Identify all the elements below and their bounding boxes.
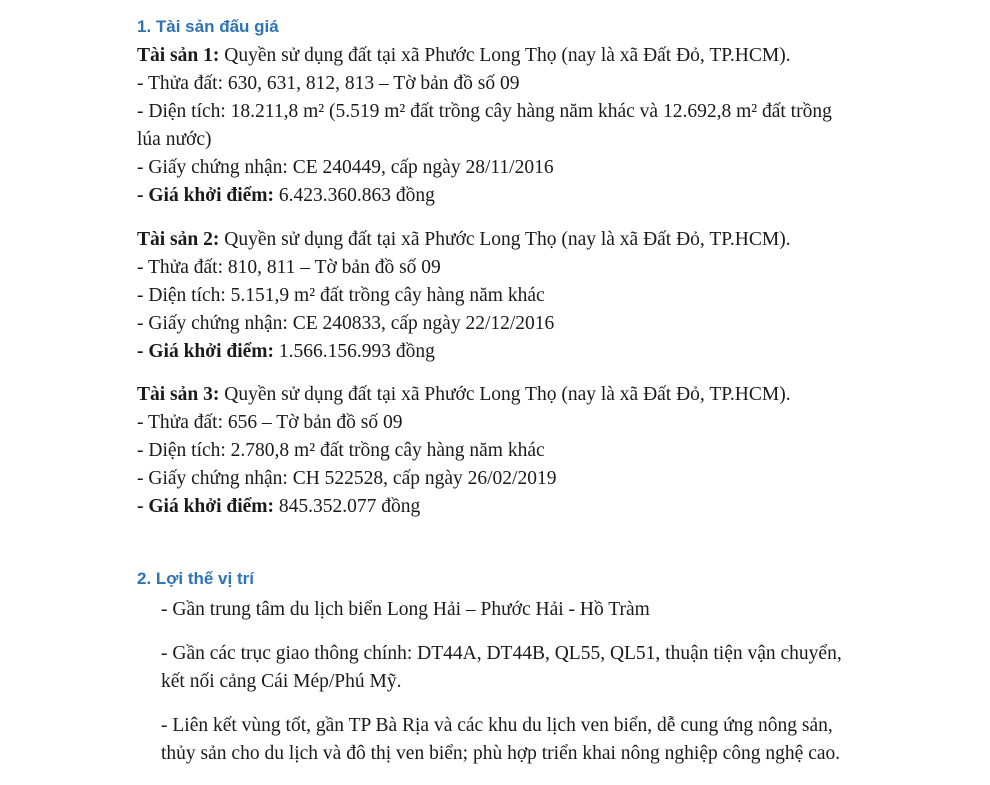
asset-2-starting-price — [137, 338, 435, 366]
asset-1-certificate: - Giấy chứng nhận: CE 240449, cấp ngày 28/11/2016 — [137, 157, 554, 178]
asset-1-label: Tài sản 1: — [137, 45, 220, 66]
asset-2-price-label: - Giá khởi điểm: — [137, 341, 275, 362]
asset-3-label: Tài sản 3: — [137, 384, 220, 405]
asset-3-starting-price — [137, 493, 420, 521]
asset-3-price-value: 845.352.077 đồng — [274, 496, 421, 517]
asset-1-area: - Diện tích: 18.211,8 m² (5.519 m² đất trồng cây hàng năm khác và 12.692,8 m² đất trồng — [137, 101, 832, 122]
section-heading-location-advantages: 2. Lợi thế vị trí — [137, 569, 254, 588]
advantage-item-1: - Gần trung tâm du lịch biển Long Hải – Phước Hải - Hồ Tràm — [161, 599, 650, 620]
asset-3-area: - Diện tích: 2.780,8 m² đất trồng cây hàng năm khác — [137, 440, 545, 461]
asset-2-label: Tài sản 2: — [137, 229, 220, 250]
asset-1-area-continued: lúa nước) — [137, 129, 212, 150]
asset-1-parcel: - Thửa đất: 630, 631, 812, 813 – Tờ bản đồ số 09 — [137, 73, 520, 94]
asset-3-certificate: - Giấy chứng nhận: CH 522528, cấp ngày 26/02/2019 — [137, 468, 557, 489]
section-heading-auction-assets: 1. Tài sản đấu giá — [137, 17, 279, 36]
asset-2-price-value: 1.566.156.993 đồng — [274, 341, 435, 362]
advantage-item-2-continued: kết nối cảng Cái Mép/Phú Mỹ. — [161, 671, 402, 692]
asset-1-price-label: - Giá khởi điểm: — [137, 185, 275, 206]
asset-1-description: Quyền sử dụng đất tại xã Phước Long Thọ (nay là xã Đất Đỏ, TP.HCM). — [219, 45, 791, 66]
asset-2-title — [137, 226, 791, 254]
asset-1-starting-price — [137, 182, 435, 210]
asset-2-parcel: - Thửa đất: 810, 811 – Tờ bản đồ số 09 — [137, 257, 441, 278]
asset-1-price-value: 6.423.360.863 đồng — [274, 185, 435, 206]
asset-1-title — [137, 42, 791, 70]
advantage-item-3: - Liên kết vùng tốt, gần TP Bà Rịa và các khu du lịch ven biển, dễ cung ứng nông sản, — [161, 715, 833, 736]
asset-3-title — [137, 381, 791, 409]
asset-3-description: Quyền sử dụng đất tại xã Phước Long Thọ (nay là xã Đất Đỏ, TP.HCM). — [219, 384, 791, 405]
asset-2-area: - Diện tích: 5.151,9 m² đất trồng cây hàng năm khác — [137, 285, 545, 306]
asset-2-description: Quyền sử dụng đất tại xã Phước Long Thọ (nay là xã Đất Đỏ, TP.HCM). — [219, 229, 791, 250]
asset-3-parcel: - Thửa đất: 656 – Tờ bản đồ số 09 — [137, 412, 403, 433]
asset-3-price-label: - Giá khởi điểm: — [137, 496, 275, 517]
advantage-item-3-continued: thủy sản cho du lịch và đô thị ven biển; phù hợp triển khai nông nghiệp công nghệ cao. — [161, 743, 841, 764]
advantage-item-2: - Gần các trục giao thông chính: DT44A, DT44B, QL55, QL51, thuận tiện vận chuyển, — [161, 643, 842, 664]
asset-2-certificate: - Giấy chứng nhận: CE 240833, cấp ngày 22/12/2016 — [137, 313, 555, 334]
